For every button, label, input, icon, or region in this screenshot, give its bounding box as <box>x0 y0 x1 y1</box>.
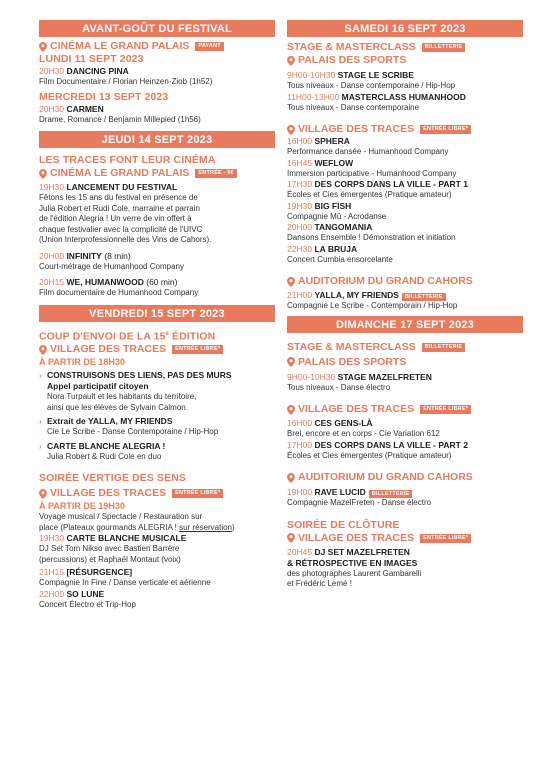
event-time: 21H15 <box>39 567 65 577</box>
location-pin-icon <box>39 489 47 499</box>
event-title: STAGE MAZELFRETEN <box>337 371 432 382</box>
event-title: WEFLOW <box>314 157 354 168</box>
event-line <box>287 372 523 383</box>
venue-name: AUDITORIUM DU GRAND CAHORS <box>298 275 473 287</box>
event-title: INFINITY <box>66 250 102 261</box>
event-description: Brel, encore et en corps - Cie Variation 612 <box>287 429 440 438</box>
event-time: 17H30 <box>287 179 313 189</box>
event-time: 16H45 <box>287 157 313 168</box>
section-band: AVANT-GOÛT DU FESTIVAL <box>39 20 275 37</box>
event-line <box>287 244 523 255</box>
program-heading <box>39 328 275 344</box>
list-item <box>39 370 275 413</box>
item-title: CONSTRUISONS DES LIENS, PAS DES MURS <box>47 370 232 380</box>
section-band: SAMEDI 16 SEPT 2023 <box>287 20 523 37</box>
venue-name: AUDITORIUM DU GRAND CAHORS <box>298 471 473 483</box>
event-description: Dansons Ensemble ! Démonstration et initiation <box>287 233 456 242</box>
event-description: (percussions) et Raphaël Montaut (voix) <box>39 554 181 564</box>
event-line <box>287 222 523 233</box>
event-intro <box>39 523 275 534</box>
section-band: JEUDI 14 SEPT 2023 <box>39 131 275 148</box>
event-line <box>39 567 275 578</box>
venue-name: VILLAGE DES TRACES <box>298 531 415 544</box>
venue-name: VILLAGE DES TRACES <box>50 343 167 355</box>
location-pin-icon <box>287 277 295 287</box>
event-time: 22H00 <box>39 588 65 599</box>
item-subtitle: Appel participatif citoyen <box>47 381 149 391</box>
event-title: RAVE LUCID <box>314 487 366 497</box>
chevron-right-icon: › <box>39 417 42 426</box>
program-heading <box>287 41 523 54</box>
event-description: Immersion participative - Humanhood Company <box>287 168 457 178</box>
start-time: À PARTIR DE 19H30 <box>39 501 125 511</box>
program-heading <box>287 341 523 354</box>
event-title: STAGE LE SCRIBE <box>337 70 414 80</box>
event-title: WE, HUMANWOOD <box>66 277 144 287</box>
event-title: DANCING PINA <box>66 66 129 76</box>
venue-name: PALAIS DES SPORTS <box>298 54 407 66</box>
event-time: 19H30 <box>39 533 65 543</box>
venue-line <box>287 403 523 416</box>
heading-text-end: ÉDITION <box>168 330 216 342</box>
location-pin-icon <box>287 405 295 415</box>
event-description: Tous niveaux - Danse contemporaine / Hip-Hop <box>287 81 456 90</box>
event-description: DJ Set Tom Nikso avec Bastien Barrère <box>39 544 180 553</box>
event-description: Fêtons les 15 ans du festival en présence de <box>39 193 198 202</box>
event-time: 22H30 <box>287 243 313 254</box>
ticket-badge: BILLETTERIE <box>422 343 466 352</box>
price-badge: ENTRÉE LIBRE* <box>172 489 223 498</box>
ticket-badge: BILLETTERIE <box>369 490 413 498</box>
event-description: et Frédéric Lemé ! <box>287 579 352 588</box>
program-heading: LES TRACES FONT LEUR CINÉMA <box>39 154 216 166</box>
ticket-badge: BILLETTERIE <box>422 43 466 52</box>
price-badge: ENTRÉE LIBRE* <box>420 405 471 414</box>
right-column <box>287 20 523 590</box>
event-description: Court-métrage de Humanhood Company <box>39 261 184 271</box>
event-title-continued: & RÉTROSPECTIVE EN IMAGES <box>287 557 418 568</box>
event-title: SO LUNE <box>66 588 105 599</box>
venue-name: VILLAGE DES TRACES <box>50 487 167 499</box>
event-title: SPHERA <box>314 136 350 146</box>
location-pin-icon <box>287 56 295 66</box>
event-title: CARTE BLANCHE MUSICALE <box>66 533 187 543</box>
price-badge: ENTRÉE - 6€ <box>195 169 237 178</box>
item-title: CARTE BLANCHE ALEGRIA ! <box>47 440 166 451</box>
event-line <box>287 290 523 301</box>
event-description: des photographes Laurent Gambarelli <box>287 568 422 578</box>
heading-superscript: e <box>165 330 169 337</box>
event-time: 17H00 <box>287 439 313 450</box>
event-description: Julia Robert et Rudi Cole, marraine et parrain <box>39 203 200 213</box>
event-description: Tous niveaux - Danse électro <box>287 382 391 392</box>
event-title: DES CORPS DANS LA VILLE - PART 2 <box>314 439 468 450</box>
location-pin-icon <box>287 473 295 483</box>
location-pin-icon <box>287 125 295 135</box>
event-time: 9H00-10H30 <box>287 371 336 382</box>
event-line <box>287 487 523 498</box>
venue-line <box>287 275 523 288</box>
event-time: 20H00 <box>287 222 313 232</box>
date-heading: LUNDI 11 SEPT 2023 <box>39 53 144 65</box>
venue-line <box>39 343 275 356</box>
location-pin-icon <box>287 533 295 543</box>
location-pin-icon <box>39 169 47 179</box>
date-heading: MERCREDI 13 SEPT 2023 <box>39 90 169 103</box>
event-line <box>39 251 275 262</box>
event-line <box>39 277 275 288</box>
chevron-right-icon: › <box>39 441 42 451</box>
left-column <box>39 20 275 610</box>
event-line <box>39 182 275 193</box>
event-line <box>287 547 523 558</box>
event-title: CES GENS-LÀ <box>314 418 373 428</box>
list-item <box>39 416 275 438</box>
item-description: Cie Le Scribe - Danse Contemporaine / Hip-Hop <box>47 427 219 436</box>
event-description: Performance dansée - Humanhood Company <box>287 147 449 156</box>
event-time: 20H30 <box>39 103 65 114</box>
event-time: 20H30 <box>39 66 65 76</box>
event-line <box>287 418 523 429</box>
location-pin-icon <box>287 357 295 367</box>
event-title: [RÉSURGENCE] <box>66 567 133 577</box>
event-title: DJ SET MAZELFRETEN <box>314 546 410 557</box>
event-line <box>287 92 523 103</box>
event-title: LA BRUJA <box>314 243 358 254</box>
venue-name: VILLAGE DES TRACES <box>298 403 415 415</box>
item-description: ainsi que les élèves de Sylvain Calmon. <box>47 402 188 412</box>
event-description: Compagnie MazelFreten - Danse électro <box>287 498 432 507</box>
event-intro: Voyage musical / Spectacle / Restauration sur <box>39 512 203 521</box>
venue-line <box>287 54 523 67</box>
venue-line <box>287 532 523 545</box>
price-badge: ENTRÉE LIBRE* <box>172 345 223 354</box>
venue-name: PALAIS DES SPORTS <box>298 355 407 368</box>
venue-name: CINÉMA LE GRAND PALAIS <box>50 167 190 179</box>
venue-line <box>287 356 523 369</box>
event-description: (Union Interprofessionnelle des Vins de Cahors). <box>39 235 212 244</box>
event-title: BIG FISH <box>314 200 352 211</box>
venue-line <box>39 167 275 180</box>
event-line <box>287 136 523 147</box>
heading-text: COUP D'ENVOI DE LA 15 <box>39 330 166 342</box>
event-line <box>39 66 275 77</box>
program-heading: SOIRÉE DE CLÔTURE <box>287 518 400 531</box>
event-duration: (60 min) <box>146 277 178 287</box>
program-heading: SOIRÉE VERTIGE DES SENS <box>39 472 187 484</box>
ticket-badge: BILLETTERIE <box>402 293 446 301</box>
event-line <box>39 589 275 600</box>
event-time: 19H30 <box>39 182 65 192</box>
event-time: 9H00-10H30 <box>287 70 336 80</box>
event-time: 20H15 <box>39 277 65 287</box>
event-time: 21H00 <box>287 290 313 300</box>
event-title: DES CORPS DANS LA VILLE - PART 1 <box>314 179 468 189</box>
event-duration: (8 min) <box>104 250 131 261</box>
event-time: 16H00 <box>287 136 313 146</box>
item-description: Julia Robert & Rudi Cole en duo <box>47 451 162 461</box>
event-title: TANGOMANIA <box>314 222 373 232</box>
event-description: Film Documentaire / Florian Heinzen-Ziob (1h52) <box>39 77 213 86</box>
event-description: de l'édition Alegria ! Un verre de vin offert à <box>39 214 192 223</box>
event-line <box>287 179 523 190</box>
event-description: Film documentaire de Humanhood Company <box>39 288 199 297</box>
venue-line <box>39 487 275 500</box>
intro-text-end: ) <box>232 522 235 532</box>
event-time: 11H00-13H00 <box>287 91 340 102</box>
price-badge: ENTRÉE LIBRE* <box>420 125 471 134</box>
event-description: Compagnie Le Scribe - Contemporain / Hip-Hop <box>287 301 458 310</box>
event-description: Concert Cumbia ensorcelante <box>287 254 393 264</box>
section-band: DIMANCHE 17 SEPT 2023 <box>287 316 523 333</box>
event-title: MASTERCLASS HUMANHOOD <box>341 91 466 102</box>
event-line <box>39 533 275 544</box>
location-pin-icon <box>39 345 47 355</box>
event-line <box>287 440 523 451</box>
event-time: 20H00 <box>39 250 65 261</box>
event-title: YALLA, MY FRIENDS <box>314 290 399 300</box>
heading-text: STAGE & MASTERCLASS <box>287 340 416 353</box>
venue-name: VILLAGE DES TRACES <box>298 123 415 135</box>
event-description: Drame, Romance / Benjamin Millepied (1h56) <box>39 114 201 124</box>
event-time: 19H00 <box>287 487 313 497</box>
price-badge: ENTRÉE LIBRE* <box>420 534 471 543</box>
venue-line <box>287 123 523 136</box>
start-time: À PARTIR DE 18H30 <box>39 357 125 367</box>
event-title: LANCEMENT DU FESTIVAL <box>66 182 178 192</box>
event-description: Écoles et Cies émergentes (Pratique amateur) <box>287 450 452 460</box>
location-pin-icon <box>39 42 47 52</box>
reservation-note: sur réservation <box>179 522 232 532</box>
venue-name: CINÉMA LE GRAND PALAIS <box>50 40 190 52</box>
heading-text: STAGE & MASTERCLASS <box>287 41 416 53</box>
event-description: Compagnie In Fine / Danse verticale et aérienne <box>39 578 211 587</box>
price-badge: PAYANT <box>195 42 223 51</box>
item-title: Extrait de YALLA, MY FRIENDS <box>47 416 173 426</box>
event-time: 20H45 <box>287 546 313 557</box>
event-title: CARMEN <box>66 103 104 114</box>
event-time: 16H00 <box>287 418 313 428</box>
item-description: Nora Turpault et les habitants du territoire, <box>47 392 197 401</box>
event-line <box>287 201 523 212</box>
event-line <box>287 158 523 169</box>
event-description: Tous niveaux - Danse contemporaine <box>287 102 420 112</box>
venue-line <box>287 471 523 484</box>
venue-line <box>39 40 275 53</box>
event-description: Écoles et Cies émergentes (Pratique amateur) <box>287 190 452 199</box>
event-description: chaque festivalier avec la complicité de l'UIVC <box>39 224 203 234</box>
chevron-right-icon: › <box>39 371 42 380</box>
section-band: VENDREDI 15 SEPT 2023 <box>39 305 275 322</box>
list-item <box>39 441 275 463</box>
event-time: 19H30 <box>287 200 313 211</box>
event-description: Compagnie Mû - Acrodanse <box>287 211 387 221</box>
event-line <box>39 104 275 115</box>
event-description: Concert Électro et Trip-Hop <box>39 599 136 609</box>
event-line <box>287 70 523 81</box>
intro-text: place (Plateaux gourmands ALEGRIA ! <box>39 522 180 532</box>
